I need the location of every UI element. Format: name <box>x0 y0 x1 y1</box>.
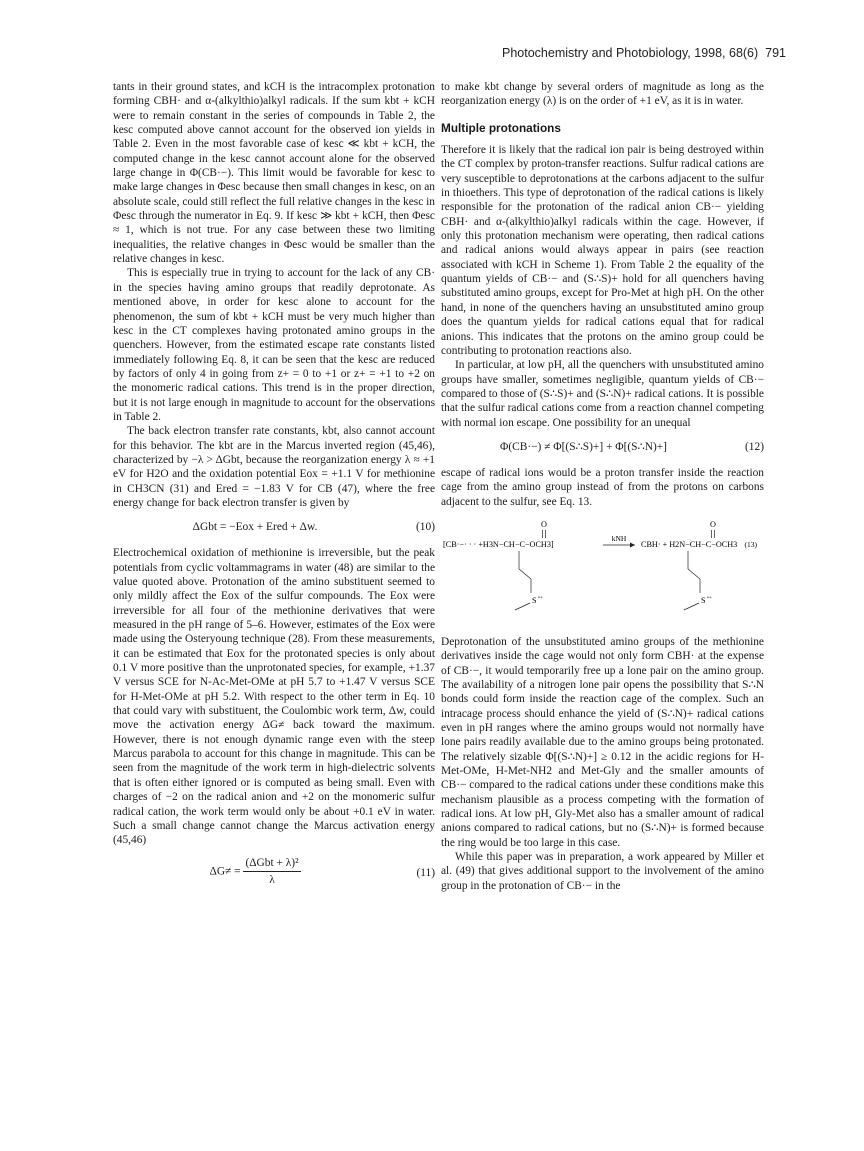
equation-number: (11) <box>416 866 435 879</box>
oxygen-atom-product: O <box>710 519 716 529</box>
equation-body: ΔGbt = −Eox + Ered + Δw. <box>192 521 318 534</box>
section-heading: Multiple protonations <box>441 120 561 135</box>
fraction-denominator: λ <box>269 873 275 886</box>
radical-cation-sign: •+ <box>538 594 544 601</box>
fraction-numerator: (ΔGbt + λ)² <box>243 856 300 872</box>
equation-number: (10) <box>416 521 435 534</box>
paragraph: This is especially true in trying to account for the lack of any CB· in the species having amino groups that readily deprotonate. As mentioned above, in order for kesc alone to account for the phenomenon, the sum of kbt + kCH must be very much higher than kesc in the CT complexes having protonated amino groups in the quenchers. However, from the estimated escape rate constants listed immediately following Eq. 8, it can be seen that the kesc are reduced by factors of only 4 in going from z+ = 0 to +1 or z+ = +1 to +2 on the monomeric radical cations. This trend is in the proper direction, but it is not large enough in magnitude to account for the observations in Table 2. <box>113 267 435 423</box>
rate-constant: kNH <box>611 533 627 543</box>
left-column <box>113 80 435 900</box>
right-column <box>441 80 764 893</box>
paragraph: Deprotonation of the unsubstituted amino groups of the methionine derivatives inside the cage would not only form CBH· at the expense of CB·−, it would temporarily free up a lone pair on the amino group. The availability of a nitrogen lone pair opens the possibility that S∴N bonds could form inside the reaction cage of the complex. Such an intracage process should enhance the yield of (S∴N)+ radical cations even in pH ranges where the amino groups would not normally have lone pairs readily available due to the amino groups being protonated. The relatively sizable Φ[(S∴N)+] ≥ 0.12 in the acidic regions for H-Met-OMe, H-Met-NH2 and Met-Gly and the smaller amounts of CB·− compared to the radical cations under these conditions make this mechanism plausible as a process competing with the formation of radical ions. At low pH, Gly-Met also has a smaller amount of radical anions compared to radical cations, but no (S∴N)+ is formed because the ring would be too large in this case. <box>441 635 764 849</box>
equation-body: Φ(CB·−) ≠ Φ[(S∴S)+] + Φ[(S∴N)+] <box>500 440 667 453</box>
paragraph: tants in their ground states, and kCH is the intracomplex protonation forming CBH· and α-(alkylthio)alkyl radicals. If the sum kbt + kCH were to remain constant in the series of compounds in Table 2, the kesc computed above cannot account for the observed ion yields in Table 2. Even in the most favorable case of kesc ≪ kbt + kCH, the computed change in the kesc cannot account alone for the observed large change in Φ(CB·−). This limit would be favorable for kesc to make large changes in Φesc because then small changes in kesc, on an absolute scale, could still reflect the full relative changes in the kesc in Φesc through the numerator in Eq. 9. If kesc ≫ kbt + kCH, then Φesc ≈ 1, which is not true. For any case between these two limiting inequalities, the relative changes in Φesc would be smaller than the relative changes in kesc. <box>113 81 435 266</box>
paragraph: Therefore it is likely that the radical ion pair is being destroyed within the CT complex by proton-transfer reactions. Sulfur radical cations are very susceptible to deprotonations at the carbons adjacent to the sulfur in thioethers. This type of deprotonation of the radical cations is likely responsible for the protonation of the radical anion CB·− yielding CBH· and α-(alkylthio)alkyl radicals within the cage. However, if only this protonation mechanism were operating, then radical cations and radical anions would always appear in pairs (see reaction associated with kCH in Scheme 1). From Table 2 the equality of the quantum yields of CB·− and (S∴S)+ hold for all quenchers having substituted amino groups, except for Pro-Met at high pH. On the other hand, in none of the quenchers having an unsubstituted amino group does the quantum yields for radical cations equal that for radical anions. This indicates that the protons on the amino group could be contributing to protonation reactions also. <box>441 144 764 357</box>
radical-cation-sign: •+ <box>707 594 713 601</box>
paragraph: While this paper was in preparation, a work appeared by Miller et al. (49) that gives additional support to the involvement of the amino group in the protonation of CB·− in the <box>441 851 764 892</box>
equation-11 <box>113 854 435 894</box>
journal-citation: Photochemistry and Photobiology, 1998, 68(6) <box>502 46 759 60</box>
sulfur-radical-cation-reactant: S <box>532 595 537 605</box>
equation-fraction <box>243 856 300 888</box>
running-header <box>502 46 786 60</box>
equation-lhs: ΔG≠ = <box>209 864 241 877</box>
sulfur-radical-cation-product: S <box>701 595 706 605</box>
paragraph: In particular, at low pH, all the quenchers with unsubstituted amino groups have smaller, sometimes negligible, quantum yields of CB·− compared to those of (S∴S)+ and (S∴N)+ radical cations. It is possible that the sulfur radical cations come from a reaction channel competing with normal ion escape. One possibility for an unequal <box>441 359 764 429</box>
reactant-complex: [CB·−· · · +H3N−CH−C−OCH3] <box>443 539 554 549</box>
reaction-scheme-13 <box>441 517 764 625</box>
equation-12 <box>441 436 764 460</box>
paragraph: escape of radical ions would be a proton transfer inside the reaction cage from the amino group instead of from the protons on carbons adjacent to the sulfur, see Eq. 13. <box>441 466 764 508</box>
equation-number: (13) <box>744 539 757 549</box>
paragraph: Electrochemical oxidation of methionine is irreversible, but the peak potentials from cyclic voltammagrams in water (48) are similar to the value quoted above. Protonation of the amino substituent seemed to only mildly affect the Eox of the sulfur compounds. The Eox were irreversible for all four of the methionine derivatives that were measured in the pH range of 5–6. However, estimates of the Eox were made using the Osteryoung technique (28). From these measurements, it can be estimated that Eox for the protonated species is only about 0.1 V more positive than the unprotonated species, for example, +1.37 V versus SCE for N-Ac-Met-OMe at pH 5.7 to +1.47 V versus SCE for H-Met-OMe at pH 5.2. With respect to the other term in Eq. 10 that could vary with substituent, the Coulombic work term, Δw, could move the activation energy ΔG≠ back toward the maximum. However, there is not enough dynamic range even with the steep Marcus parabola to account for this change in magnitude. This can be seen from the magnitude of the work term in high-dielectric solvents that is often either ignored or is computed as being small. Even with charges of −2 on the radical anion and +2 on the monomeric sulfur radical cation, the work term would only be about +0.1 eV in water. Such a small change cannot change the Marcus activation energy (45,46) <box>113 547 435 847</box>
page-number: 791 <box>765 46 786 60</box>
equation-10 <box>113 516 435 540</box>
products: CBH· + H2N−CH−C−OCH3 <box>641 539 738 549</box>
equation-number: (12) <box>745 440 764 453</box>
paragraph: The back electron transfer rate constants, kbt, also cannot account for this behavior. The kbt are in the Marcus inverted region (45,46), characterized by −λ > ΔGbt, because the reorganization energy λ ≈ +1 eV for H2O and the oxidation potential Eox = +1.1 V for methionine in CH3CN (31) and Ered = −1.83 V for CB (47), where the free energy change for back electron transfer is given by <box>113 425 435 509</box>
oxygen-atom-reactant: O <box>541 519 547 529</box>
paragraph: to make kbt change by several orders of magnitude as long as the reorganization energy (λ) is on the order of +1 eV, as it is in water. <box>441 81 764 108</box>
